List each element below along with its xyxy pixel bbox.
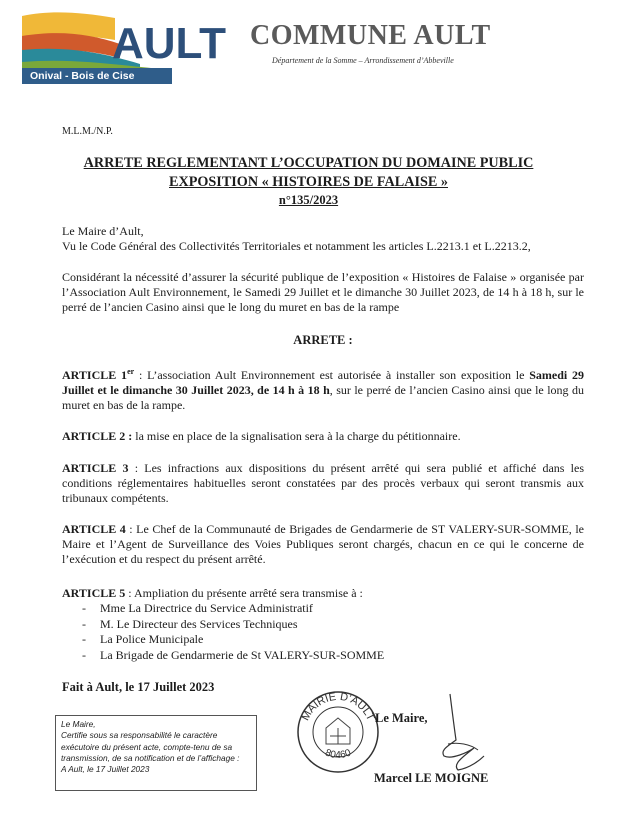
handwritten-signature (418, 690, 498, 780)
certification-maire: Le Maire, (61, 719, 96, 729)
certification-statement: Certifie sous sa responsabilité le caractère exécutoire du présent acte, compte-tenu de sa transmission, de sa notification et de l’affichage : (61, 730, 240, 763)
commune-title: COMMUNE AULT (250, 20, 491, 51)
preamble-considerant: Considérant la nécessité d’assurer la sécurité publique de l’exposition « Histoires de Falaise » organisée par l’Association Ault Environnement, le Samedi 29 Juillet et le dimanche 30 Juillet 2023, de 14 h à 18 h, sur le perré de l’ancien Casino ainsi que le long du muret en bas de la rampe (62, 270, 584, 314)
distribution-list (82, 601, 582, 663)
seal-top-text: MAIRIE D’AULT (299, 690, 377, 723)
signer-title: Le Maire, (375, 711, 428, 725)
article-5-label: ARTICLE 5 (62, 586, 126, 600)
arrete-heading: ARRETE : (293, 333, 353, 347)
fait-a-ault: Fait à Ault, le 17 Juillet 2023 (62, 680, 215, 694)
article-3 (62, 461, 584, 506)
article-5 (62, 586, 584, 601)
article-3-label: ARTICLE 3 (62, 461, 129, 475)
decree-title-line1: ARRETE REGLEMENTANT L’OCCUPATION DU DOMAINE PUBLIC (83, 155, 534, 171)
distribution-item: - Mme La Directrice du Service Administratif (82, 601, 582, 617)
article-1 (62, 364, 584, 413)
article-2-text: la mise en place de la signalisation sera à la charge du pétitionnaire. (132, 429, 461, 443)
certification-date: A Ault, le 17 Juillet 2023 (61, 764, 150, 775)
decree-number: n°135/2023 (278, 193, 339, 207)
article-1-sup: er (127, 367, 135, 376)
article-1-text2: , sur le perré de l’ancien Casino ainsi que le long du muret en bas de la rampe. (62, 383, 584, 412)
svg-text:80460 (323, 747, 353, 761)
article-3-text: : Les infractions aux dispositions du présent arrêté qui sera publié et affiché dans les conditions réglementaires habituelles seront constatées par des procès verbaux qui seront transmis aux tribunaux compétents. (62, 461, 585, 505)
logo-text: AULT (112, 19, 227, 68)
article-5-text: : Ampliation du présente arrêté sera transmise à : (125, 586, 363, 600)
article-4 (62, 522, 584, 567)
certification-text (61, 719, 253, 775)
article-1-text1: : L’association Ault Environnement est autorisée à installer son exposition le (134, 368, 530, 382)
mairie-seal (296, 690, 380, 774)
preamble-maire: Le Maire d’Ault, (62, 224, 144, 238)
article-4-label: ARTICLE 4 (62, 522, 126, 536)
distribution-item: - La Brigade de Gendarmerie de St VALERY-SUR-SOMME (82, 648, 582, 664)
distribution-item: - M. Le Directeur des Services Techniques (82, 617, 582, 633)
preamble-vu: Vu le Code Général des Collectivités Territoriales et notamment les articles L.2213.1 et L.2213.2, (62, 239, 531, 253)
article-1-dates: Samedi 29 Juillet et le dimanche 30 Juillet 2023, de 14 h à 18 h (62, 368, 585, 397)
commune-subtitle: Département de la Somme – Arrondissement d’Abbeville (272, 56, 454, 65)
logo-subtitle: Onival - Bois de Cise (30, 70, 135, 82)
distribution-item: - La Police Municipale (82, 632, 582, 648)
decree-title-line2: EXPOSITION « HISTOIRES DE FALAISE » (169, 174, 448, 190)
reference: M.L.M./N.P. (62, 126, 113, 137)
article-2-label: ARTICLE 2 : (62, 429, 133, 443)
seal-bottom-text: 80460 (323, 747, 353, 761)
article-2 (62, 429, 584, 444)
article-4-text: : Le Chef de la Communauté de Brigades de Gendarmerie de ST VALERY-SUR-SOMME, le Maire et l’Agent de Surveillance des Voies Publiques seront chargés, chacun en ce qui le concerne de l’exécution et du respect du présent arrêté. (62, 522, 584, 566)
article-1-label: ARTICLE 1 (62, 368, 128, 382)
signer-name: Marcel LE MOIGNE (374, 771, 489, 785)
